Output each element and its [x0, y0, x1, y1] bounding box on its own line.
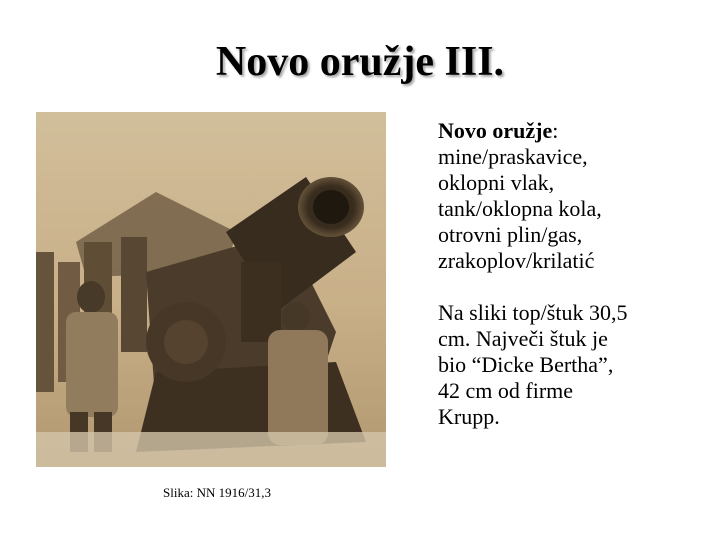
slide-title: Novo oružje III.: [215, 39, 505, 85]
paragraph-line: bio “Dicke Bertha”,: [438, 352, 614, 377]
list-item: otrovni plin/gas,: [438, 222, 583, 247]
list-item: mine/praskavice,: [438, 144, 588, 169]
list-item: zrakoplov/krilatić: [438, 248, 595, 273]
paragraph-line: Krupp.: [438, 404, 500, 429]
paragraph-line: Na sliki top/štuk 30,5: [438, 300, 628, 325]
historical-photo: [36, 112, 386, 467]
list-heading-colon: :: [552, 118, 559, 143]
list-item: tank/oklopna kola,: [438, 196, 602, 221]
body-text: [438, 118, 708, 430]
paragraph-line: cm. Največi štuk je: [438, 326, 608, 351]
photo-caption: Slika: NN 1916/31,3: [163, 485, 271, 500]
list-heading: [438, 118, 708, 144]
list-heading-bold: Novo oružje: [438, 118, 553, 143]
list-item: oklopni vlak,: [438, 170, 555, 195]
paragraph-line: 42 cm od firme: [438, 378, 574, 403]
